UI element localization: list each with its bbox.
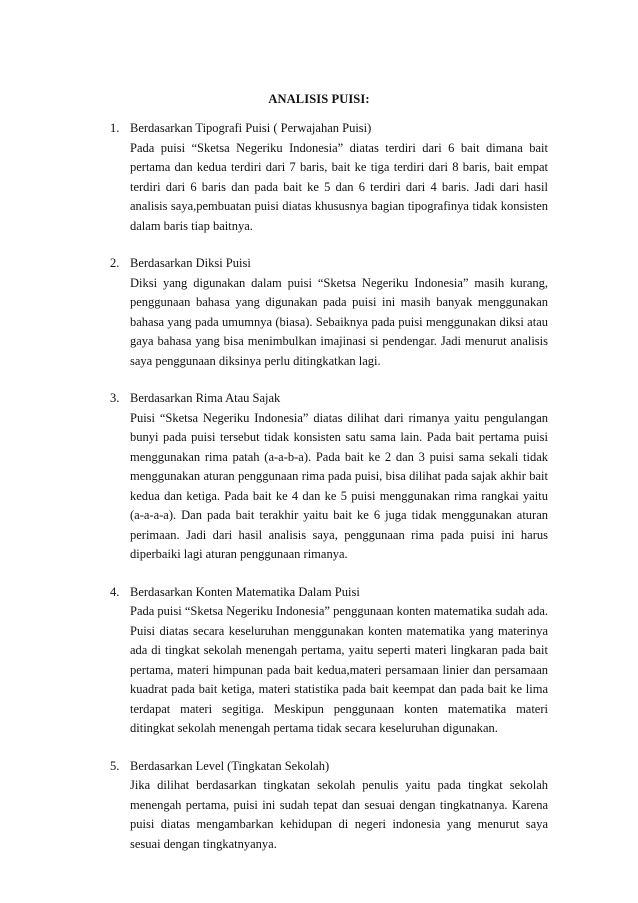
section-body: Pada puisi “Sketsa Negeriku Indonesia” penggunaan konten matematika sudah ada. Puisi diatas secara keseluruhan menggunakan konten matematika yang materinya ada di tingkat sekolah menengah pertama, yaitu seperti materi lingkaran pada bait pertama, materi himpunan pada bait kedua,materi persamaan linier dan persamaan kuadrat pada bait ketiga, materi statistika pada bait keempat dan pada bait ke lima terdapat materi segitiga. Meskipun penggunaan konten matematika materi ditingkat sekolah menengah pertama tidak secara keseluruhan digunakan. xyxy=(130,604,548,735)
section-number: 4. xyxy=(110,584,120,599)
section-number: 1. xyxy=(110,121,120,135)
section-body: Puisi “Sketsa Negeriku Indonesia” diatas dilihat dari rimanya yaitu pengulangan bunyi pada puisi tersebut tidak konsisten satu sama lain. Pada bait pertama puisi menggunakan rima patah (a-a-b-a). Pada bait ke 2 dan 3 puisi sama sekali tidak menggunakan aturan penggunaan rima pada puisi, bisa dilihat pada sajak akhir bait kedua dan ketiga. Pada bait ke 4 dan ke 5 puisi menggunakan rima rangkai yaitu (a-a-a-a). Dan pada bait terakhir yaitu bait ke 6 juga tidak menggunakan aturan perimaan. Jadi dari hasil analisis saya, penggunaan rima pada puisi ini harus diperbaiki lagi aturan penggunaan rimanya. xyxy=(130,410,548,561)
section-heading: Berdasarkan Level (Tingkatan Sekolah) xyxy=(130,758,330,773)
section-heading: Berdasarkan Diksi Puisi xyxy=(130,256,251,270)
section-heading: Berdasarkan Rima Atau Sajak xyxy=(130,391,281,405)
section-heading: Berdasarkan Konten Matematika Dalam Puisi xyxy=(130,584,360,599)
section-number: 5. xyxy=(110,758,120,773)
section-number: 2. xyxy=(110,256,120,270)
analysis-section xyxy=(110,583,548,739)
document-title: ANALISIS PUISI: xyxy=(268,92,370,106)
section-body: Jika dilihat berdasarkan tingkatan sekolah penulis yaitu pada tingkat sekolah menengah pertama, puisi ini sudah tepat dan sesuai dengan tingkatnanya. Karena puisi diatas mengambarkan kehidupan di negeri indonesia yang menurut saya sesuai dengan tingkatnyanya. xyxy=(130,778,548,851)
section-body: Diksi yang digunakan dalam puisi “Sketsa Negeriku Indonesia” masih kurang, penggunaan bahasa yang digunakan pada puisi ini masih banyak menggunakan bahasa yang pada umumnya (biasa). Sebaiknya pada puisi menggunakan diksi atau gaya bahasa yang bisa menimbulkan imajinasi si pendengar. Jadi menurut analisis saya penggunaan diksinya perlu ditingkatkan lagi. xyxy=(130,275,548,368)
analysis-list xyxy=(110,119,548,872)
section-number: 3. xyxy=(110,391,120,405)
analysis-section xyxy=(110,254,548,371)
section-heading: Berdasarkan Tipografi Puisi ( Perwajahan Puisi) xyxy=(130,121,372,135)
analysis-section xyxy=(110,119,548,236)
analysis-section xyxy=(110,389,548,565)
section-body: Pada puisi “Sketsa Negeriku Indonesia” diatas terdiri dari 6 bait dimana bait pertama dan kedua terdiri dari 7 baris, bait ke tiga terdiri dari 8 baris, bait empat terdiri dari 6 baris dan pada bait ke 5 dan 6 terdiri dari 4 baris. Jadi dari hasil analisis saya,pembuatan puisi diatas khususnya bagian tipografinya tidak konsisten dalam baris tiap baitnya. xyxy=(130,140,548,233)
analysis-section xyxy=(110,757,548,855)
